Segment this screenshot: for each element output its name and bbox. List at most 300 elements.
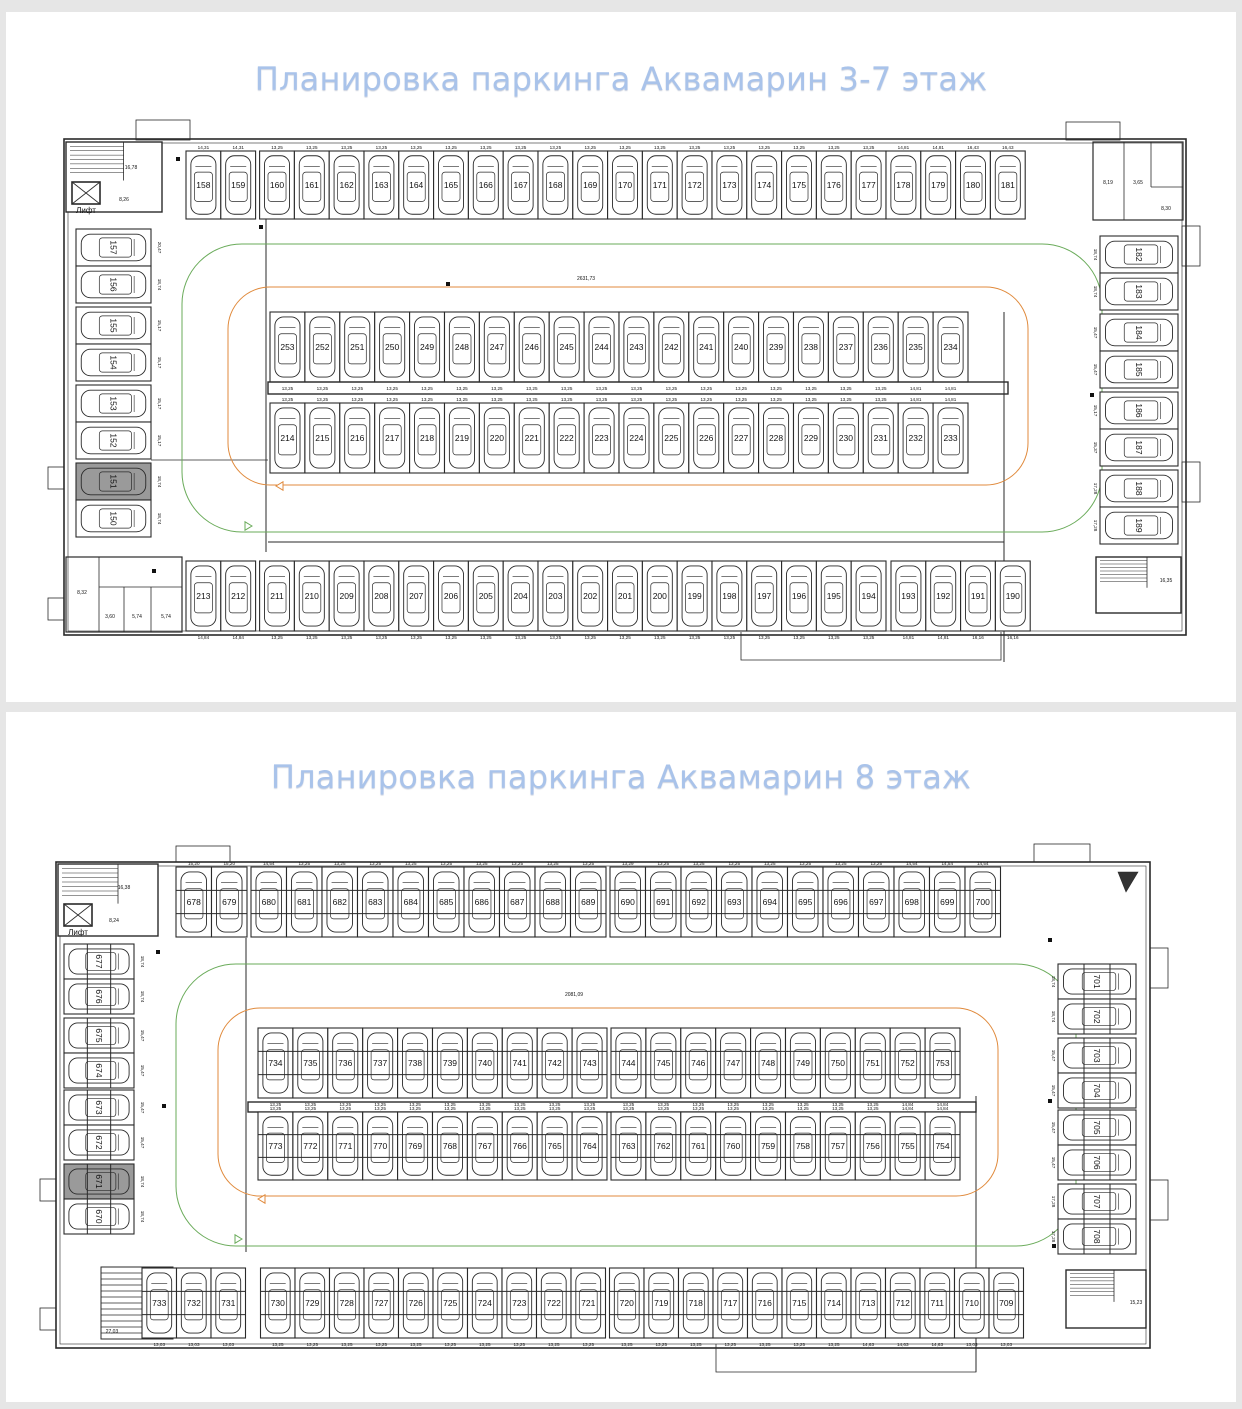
space-number: 224 bbox=[629, 433, 644, 443]
parking-space bbox=[221, 561, 256, 640]
space-number: 750 bbox=[830, 1058, 845, 1068]
space-area-label: 13,25 bbox=[374, 1106, 386, 1111]
space-number: 201 bbox=[617, 591, 633, 601]
parking-space bbox=[898, 397, 933, 473]
space-number: 175 bbox=[791, 180, 807, 190]
space-area-label: 13,25 bbox=[690, 1342, 702, 1347]
space-area-label: 13,25 bbox=[832, 1106, 844, 1111]
space-area-label: 13,25 bbox=[445, 145, 457, 150]
space-area-label: 13,25 bbox=[630, 386, 643, 391]
space-number: 199 bbox=[687, 591, 702, 601]
parking-space bbox=[828, 312, 863, 391]
space-number: 157 bbox=[108, 240, 119, 255]
space-number: 238 bbox=[803, 342, 819, 352]
space-area-label: 13,25 bbox=[735, 397, 747, 402]
space-area-label: 13,25 bbox=[758, 145, 770, 150]
space-area-label: 13,25 bbox=[764, 861, 776, 866]
space-number: 174 bbox=[757, 180, 772, 190]
space-area-label: 13,25 bbox=[724, 1342, 736, 1347]
parking-space bbox=[293, 1028, 328, 1107]
parking-space bbox=[64, 979, 145, 1014]
space-area-label: 14,54 bbox=[977, 861, 989, 866]
space-number: 675 bbox=[94, 1028, 104, 1043]
space-number: 155 bbox=[108, 318, 119, 333]
space-number: 771 bbox=[338, 1141, 353, 1151]
parking-space bbox=[251, 861, 287, 937]
space-number: 715 bbox=[792, 1298, 807, 1308]
space-number: 744 bbox=[621, 1058, 636, 1068]
space-area-label: 15,47 bbox=[140, 1101, 145, 1114]
parking-space bbox=[751, 1106, 786, 1180]
space-number: 684 bbox=[403, 897, 418, 907]
outer-bump bbox=[1150, 1180, 1168, 1220]
space-area-label: 13,25 bbox=[304, 1106, 317, 1111]
space-area-label: 18,74 bbox=[1051, 975, 1056, 988]
parking-space bbox=[270, 312, 305, 391]
parking-space bbox=[926, 561, 961, 640]
outer-bump bbox=[48, 467, 64, 489]
space-number: 690 bbox=[620, 897, 635, 907]
parking-space bbox=[410, 312, 445, 391]
stair-outline bbox=[1066, 1270, 1146, 1328]
parking-space bbox=[608, 145, 643, 219]
space-area-label: 18,74 bbox=[157, 475, 162, 488]
lift-label: Лифт bbox=[68, 928, 88, 937]
space-area-label: 13,25 bbox=[526, 397, 538, 402]
space-number: 712 bbox=[895, 1298, 910, 1308]
parking-space bbox=[646, 861, 682, 937]
space-number: 752 bbox=[900, 1058, 915, 1068]
space-number: 756 bbox=[865, 1141, 880, 1151]
space-area-label: 13,25 bbox=[728, 861, 740, 866]
parking-space bbox=[176, 861, 212, 937]
parking-space bbox=[410, 397, 445, 473]
space-area-label: 13,25 bbox=[409, 1106, 421, 1111]
parking-space bbox=[820, 1106, 855, 1180]
space-area-label: 17,28 bbox=[1093, 482, 1098, 495]
parking-space bbox=[258, 1028, 293, 1107]
space-number: 705 bbox=[1092, 1120, 1102, 1135]
parking-space bbox=[933, 312, 968, 391]
space-number: 167 bbox=[513, 180, 528, 190]
space-area-label: 13,25 bbox=[410, 635, 422, 640]
space-number: 725 bbox=[443, 1298, 458, 1308]
space-area-label: 14,81 bbox=[937, 635, 949, 640]
space-area-label: 15,17 bbox=[157, 397, 162, 410]
parking-space bbox=[681, 1028, 716, 1107]
space-number: 767 bbox=[477, 1141, 492, 1151]
parking-space bbox=[930, 861, 966, 937]
space-number: 736 bbox=[338, 1058, 353, 1068]
space-area-label: 13,25 bbox=[511, 861, 523, 866]
space-number: 211 bbox=[270, 591, 284, 601]
space-area-label: 13,25 bbox=[595, 386, 608, 391]
space-area-label: 13,25 bbox=[582, 861, 594, 866]
space-area-label: 14,81 bbox=[897, 145, 910, 150]
parking-space bbox=[782, 1268, 817, 1347]
parking-space bbox=[646, 1106, 681, 1180]
space-area-label: 13,25 bbox=[476, 861, 488, 866]
stair-outline bbox=[1096, 557, 1181, 613]
parking-space bbox=[329, 145, 364, 219]
parking-space bbox=[76, 229, 162, 266]
space-number: 168 bbox=[548, 180, 563, 190]
space-number: 196 bbox=[791, 591, 807, 601]
outer-bump bbox=[40, 1308, 56, 1330]
space-area-label: 13,25 bbox=[862, 145, 875, 150]
space-number: 764 bbox=[582, 1141, 597, 1151]
parking-space bbox=[295, 1268, 330, 1347]
space-number: 734 bbox=[268, 1058, 283, 1068]
direction-arrow bbox=[245, 522, 252, 530]
room-area-label: 3,60 bbox=[105, 614, 115, 620]
space-number: 232 bbox=[908, 433, 923, 443]
parking-space bbox=[305, 397, 340, 473]
space-area-label: 13,25 bbox=[835, 861, 847, 866]
parking-space bbox=[611, 1028, 646, 1107]
parking-space bbox=[467, 1028, 502, 1107]
space-number: 235 bbox=[908, 342, 923, 352]
space-number: 722 bbox=[546, 1298, 561, 1308]
space-area-label: 13,25 bbox=[351, 397, 363, 402]
parking-space bbox=[64, 1053, 145, 1088]
parking-space bbox=[1051, 1184, 1136, 1219]
space-area-label: 13,25 bbox=[514, 635, 527, 640]
space-area-label: 15,17 bbox=[1093, 404, 1098, 417]
space-number: 754 bbox=[935, 1141, 950, 1151]
space-number: 747 bbox=[726, 1058, 741, 1068]
space-area-label: 13,03 bbox=[1000, 1342, 1012, 1347]
parking-space bbox=[375, 312, 410, 391]
parking-space bbox=[330, 1268, 365, 1347]
space-number: 208 bbox=[374, 591, 389, 601]
space-area-label: 13,25 bbox=[840, 397, 852, 402]
space-area-label: 13,25 bbox=[375, 635, 388, 640]
space-area-label: 15,47 bbox=[1051, 1121, 1056, 1134]
space-area-label: 13,25 bbox=[665, 386, 678, 391]
parking-space bbox=[817, 1268, 852, 1347]
space-number: 158 bbox=[196, 180, 211, 190]
space-number: 773 bbox=[268, 1141, 283, 1151]
space-number: 724 bbox=[477, 1298, 492, 1308]
parking-space bbox=[816, 145, 851, 219]
total-area-label: 2631,73 bbox=[576, 276, 596, 282]
space-number: 250 bbox=[385, 342, 400, 352]
space-number: 200 bbox=[652, 591, 667, 601]
column-pillar bbox=[446, 282, 450, 286]
space-number: 672 bbox=[94, 1135, 104, 1150]
space-area-label: 13,25 bbox=[549, 635, 562, 640]
space-area-label: 13,25 bbox=[828, 1342, 840, 1347]
parking-space bbox=[644, 1268, 679, 1347]
space-number: 728 bbox=[339, 1298, 354, 1308]
space-number: 164 bbox=[409, 180, 424, 190]
space-number: 160 bbox=[269, 180, 285, 190]
space-number: 195 bbox=[826, 591, 841, 601]
space-number: 165 bbox=[443, 180, 459, 190]
space-number: 691 bbox=[656, 897, 671, 907]
parking-space bbox=[794, 312, 829, 391]
column-pillar bbox=[1048, 938, 1052, 942]
stairwell-bottom-right bbox=[1096, 557, 1181, 613]
space-area-label: 14,81 bbox=[902, 635, 915, 640]
parking-space bbox=[610, 861, 646, 937]
parking-space bbox=[329, 561, 364, 640]
parking-space bbox=[221, 145, 256, 219]
space-number: 730 bbox=[270, 1298, 285, 1308]
space-area-label: 13,25 bbox=[805, 397, 817, 402]
space-number: 699 bbox=[940, 897, 955, 907]
room-area-label: 3,65 bbox=[1133, 180, 1143, 186]
space-area-label: 13,25 bbox=[619, 145, 631, 150]
parking-space bbox=[537, 1106, 572, 1180]
space-number: 679 bbox=[222, 897, 237, 907]
parking-space bbox=[619, 312, 654, 391]
space-number: 731 bbox=[221, 1298, 236, 1308]
parking-space bbox=[294, 145, 329, 219]
space-area-label: 13,25 bbox=[560, 386, 573, 391]
space-area-label: 13,25 bbox=[828, 635, 840, 640]
space-area-label: 13,25 bbox=[735, 386, 747, 391]
space-area-label: 13,25 bbox=[514, 1102, 526, 1107]
space-area-label: 13,25 bbox=[513, 1342, 525, 1347]
space-number: 761 bbox=[691, 1141, 706, 1151]
parking-space bbox=[500, 861, 536, 937]
parking-space bbox=[1093, 507, 1178, 544]
space-number: 176 bbox=[826, 180, 841, 190]
space-number: 189 bbox=[1134, 518, 1144, 533]
space-area-label: 14,31 bbox=[197, 145, 210, 150]
parking-space bbox=[76, 344, 162, 381]
parking-space bbox=[747, 561, 782, 640]
space-area-label: 15,17 bbox=[157, 319, 162, 332]
space-number: 729 bbox=[305, 1298, 320, 1308]
parking-space bbox=[464, 861, 500, 937]
space-area-label: 15,47 bbox=[1051, 1084, 1056, 1097]
space-area-label: 13,25 bbox=[444, 1106, 456, 1111]
space-area-label: 15,47 bbox=[140, 1064, 145, 1077]
space-area-label: 13,25 bbox=[657, 1102, 670, 1107]
parking-space bbox=[364, 561, 399, 640]
space-number: 738 bbox=[407, 1058, 423, 1068]
parking-space bbox=[955, 1268, 990, 1347]
space-area-label: 13,25 bbox=[526, 386, 538, 391]
parking-space bbox=[751, 1028, 786, 1107]
parking-space bbox=[851, 145, 886, 219]
space-area-label: 18,74 bbox=[140, 1210, 145, 1223]
space-area-label: 15,47 bbox=[1051, 1156, 1056, 1169]
space-area-label: 14,84 bbox=[936, 1106, 949, 1111]
space-area-label: 13,25 bbox=[444, 1102, 456, 1107]
space-number: 693 bbox=[727, 897, 742, 907]
parking-space bbox=[503, 561, 538, 640]
space-area-label: 13,25 bbox=[693, 861, 705, 866]
outer-bump bbox=[1182, 226, 1200, 266]
space-area-label: 13,25 bbox=[480, 145, 492, 150]
space-area-label: 13,25 bbox=[758, 635, 770, 640]
parking-space bbox=[364, 145, 399, 219]
parking-space bbox=[863, 312, 898, 391]
space-area-label: 15,17 bbox=[157, 434, 162, 447]
parking-space bbox=[76, 266, 162, 303]
parking-space bbox=[619, 397, 654, 473]
space-area-label: 13,25 bbox=[770, 386, 782, 391]
space-area-label: 13,25 bbox=[375, 145, 388, 150]
space-number: 163 bbox=[374, 180, 389, 190]
space-number: 246 bbox=[524, 342, 539, 352]
space-number: 245 bbox=[559, 342, 574, 352]
space-area-label: 15,47 bbox=[140, 1136, 145, 1149]
space-area-label: 13,25 bbox=[621, 1342, 633, 1347]
parking-space bbox=[287, 861, 323, 937]
outer-bump bbox=[48, 598, 64, 620]
space-area-label: 13,25 bbox=[655, 1342, 667, 1347]
space-number: 187 bbox=[1134, 440, 1144, 455]
space-number: 225 bbox=[664, 433, 679, 443]
space-number: 214 bbox=[280, 433, 295, 443]
parking-space bbox=[399, 1268, 434, 1347]
space-number: 216 bbox=[350, 433, 365, 443]
space-area-label: 13,25 bbox=[410, 1342, 422, 1347]
space-area-label: 14,63 bbox=[862, 1342, 874, 1347]
space-area-label: 13,03 bbox=[222, 1342, 234, 1347]
space-area-label: 13,25 bbox=[654, 635, 666, 640]
space-number: 249 bbox=[419, 342, 435, 352]
space-area-label: 13,25 bbox=[797, 1102, 809, 1107]
space-number: 692 bbox=[691, 897, 706, 907]
space-area-label: 13,25 bbox=[281, 386, 294, 391]
space-number: 746 bbox=[691, 1058, 706, 1068]
space-area-label: 13,25 bbox=[456, 397, 468, 402]
parking-space bbox=[363, 1106, 398, 1180]
outer-bump bbox=[1182, 462, 1200, 502]
space-number: 707 bbox=[1092, 1194, 1102, 1209]
outer-bump bbox=[1034, 844, 1090, 862]
space-area-label: 14,81 bbox=[909, 397, 922, 402]
parking-space bbox=[1051, 999, 1136, 1034]
outer-bump bbox=[1150, 948, 1168, 988]
parking-space bbox=[398, 1028, 433, 1107]
space-area-label: 13,25 bbox=[560, 397, 573, 402]
space-area-label: 14,54 bbox=[906, 861, 918, 866]
space-area-label: 13,25 bbox=[306, 635, 318, 640]
parking-space bbox=[855, 1028, 890, 1107]
space-number: 231 bbox=[873, 433, 888, 443]
space-area-label: 13,03 bbox=[188, 1342, 200, 1347]
parking-space bbox=[479, 312, 514, 391]
parking-space bbox=[64, 1164, 145, 1199]
space-area-label: 15,47 bbox=[140, 1029, 145, 1042]
space-number: 243 bbox=[629, 342, 644, 352]
space-number: 681 bbox=[297, 897, 312, 907]
space-number: 726 bbox=[408, 1298, 423, 1308]
parking-space bbox=[891, 561, 926, 640]
space-area-label: 13,25 bbox=[622, 1106, 635, 1111]
space-number: 153 bbox=[108, 396, 119, 411]
space-number: 709 bbox=[999, 1298, 1014, 1308]
space-number: 740 bbox=[477, 1058, 492, 1068]
space-area-label: 13,25 bbox=[793, 1342, 805, 1347]
space-number: 203 bbox=[548, 591, 563, 601]
space-number: 743 bbox=[582, 1058, 597, 1068]
space-area-label: 13,25 bbox=[583, 1102, 596, 1107]
parking-space bbox=[76, 385, 162, 422]
parking-space bbox=[894, 861, 930, 937]
space-number: 711 bbox=[930, 1298, 945, 1308]
parking-space bbox=[549, 397, 584, 473]
parking-space bbox=[514, 397, 549, 473]
parking-space bbox=[537, 1028, 572, 1107]
parking-space bbox=[467, 1106, 502, 1180]
space-area-label: 13,25 bbox=[793, 145, 805, 150]
space-area-label: 14,81 bbox=[909, 386, 922, 391]
space-number: 753 bbox=[935, 1058, 950, 1068]
space-number: 769 bbox=[407, 1141, 423, 1151]
parking-space bbox=[689, 397, 724, 473]
space-area-label: 16,16 bbox=[1007, 635, 1019, 640]
space-number: 714 bbox=[826, 1298, 841, 1308]
parking-space bbox=[1093, 392, 1178, 429]
space-number: 186 bbox=[1134, 403, 1144, 418]
space-number: 191 bbox=[970, 591, 986, 601]
space-number: 703 bbox=[1092, 1048, 1102, 1063]
space-area-label: 13,25 bbox=[316, 397, 329, 402]
parking-space bbox=[479, 397, 514, 473]
parking-space bbox=[573, 561, 608, 640]
space-number: 194 bbox=[861, 591, 876, 601]
space-area-label: 14,84 bbox=[936, 1102, 949, 1107]
space-area-label: 14,81 bbox=[944, 386, 957, 391]
space-area-label: 13,25 bbox=[727, 1106, 739, 1111]
space-area-label: 13,25 bbox=[271, 635, 283, 640]
parking-space bbox=[572, 1106, 607, 1180]
space-area-label: 13,25 bbox=[797, 1106, 809, 1111]
parking-space bbox=[608, 561, 643, 640]
space-number: 758 bbox=[795, 1141, 811, 1151]
space-area-label: 13,25 bbox=[548, 1106, 561, 1111]
space-area-label: 13,25 bbox=[595, 397, 608, 402]
floor-plan-2 bbox=[6, 712, 1236, 1402]
parking-space bbox=[1051, 1145, 1136, 1180]
space-number: 741 bbox=[512, 1058, 527, 1068]
parking-space bbox=[859, 861, 895, 937]
space-number: 673 bbox=[94, 1100, 104, 1115]
space-area-label: 13,25 bbox=[665, 397, 678, 402]
space-area-label: 13,25 bbox=[548, 1342, 560, 1347]
parking-space bbox=[502, 1106, 537, 1180]
parking-space bbox=[260, 145, 295, 219]
space-number: 683 bbox=[368, 897, 383, 907]
space-number: 253 bbox=[280, 342, 295, 352]
space-area-label: 13,25 bbox=[654, 145, 666, 150]
space-number: 735 bbox=[303, 1058, 318, 1068]
space-area-label: 13,25 bbox=[374, 1102, 386, 1107]
space-number: 717 bbox=[723, 1298, 738, 1308]
parking-space bbox=[681, 861, 717, 937]
parking-space bbox=[445, 397, 480, 473]
parking-space bbox=[211, 1268, 246, 1347]
parking-space bbox=[782, 561, 817, 640]
parking-space bbox=[1051, 1038, 1136, 1073]
parking-space bbox=[399, 561, 434, 640]
parking-space bbox=[920, 1268, 955, 1347]
parking-space bbox=[752, 861, 788, 937]
space-number: 206 bbox=[443, 591, 459, 601]
parking-space bbox=[654, 312, 689, 391]
space-number: 234 bbox=[943, 342, 958, 352]
space-number: 240 bbox=[734, 342, 749, 352]
space-area-label: 13,25 bbox=[421, 397, 433, 402]
